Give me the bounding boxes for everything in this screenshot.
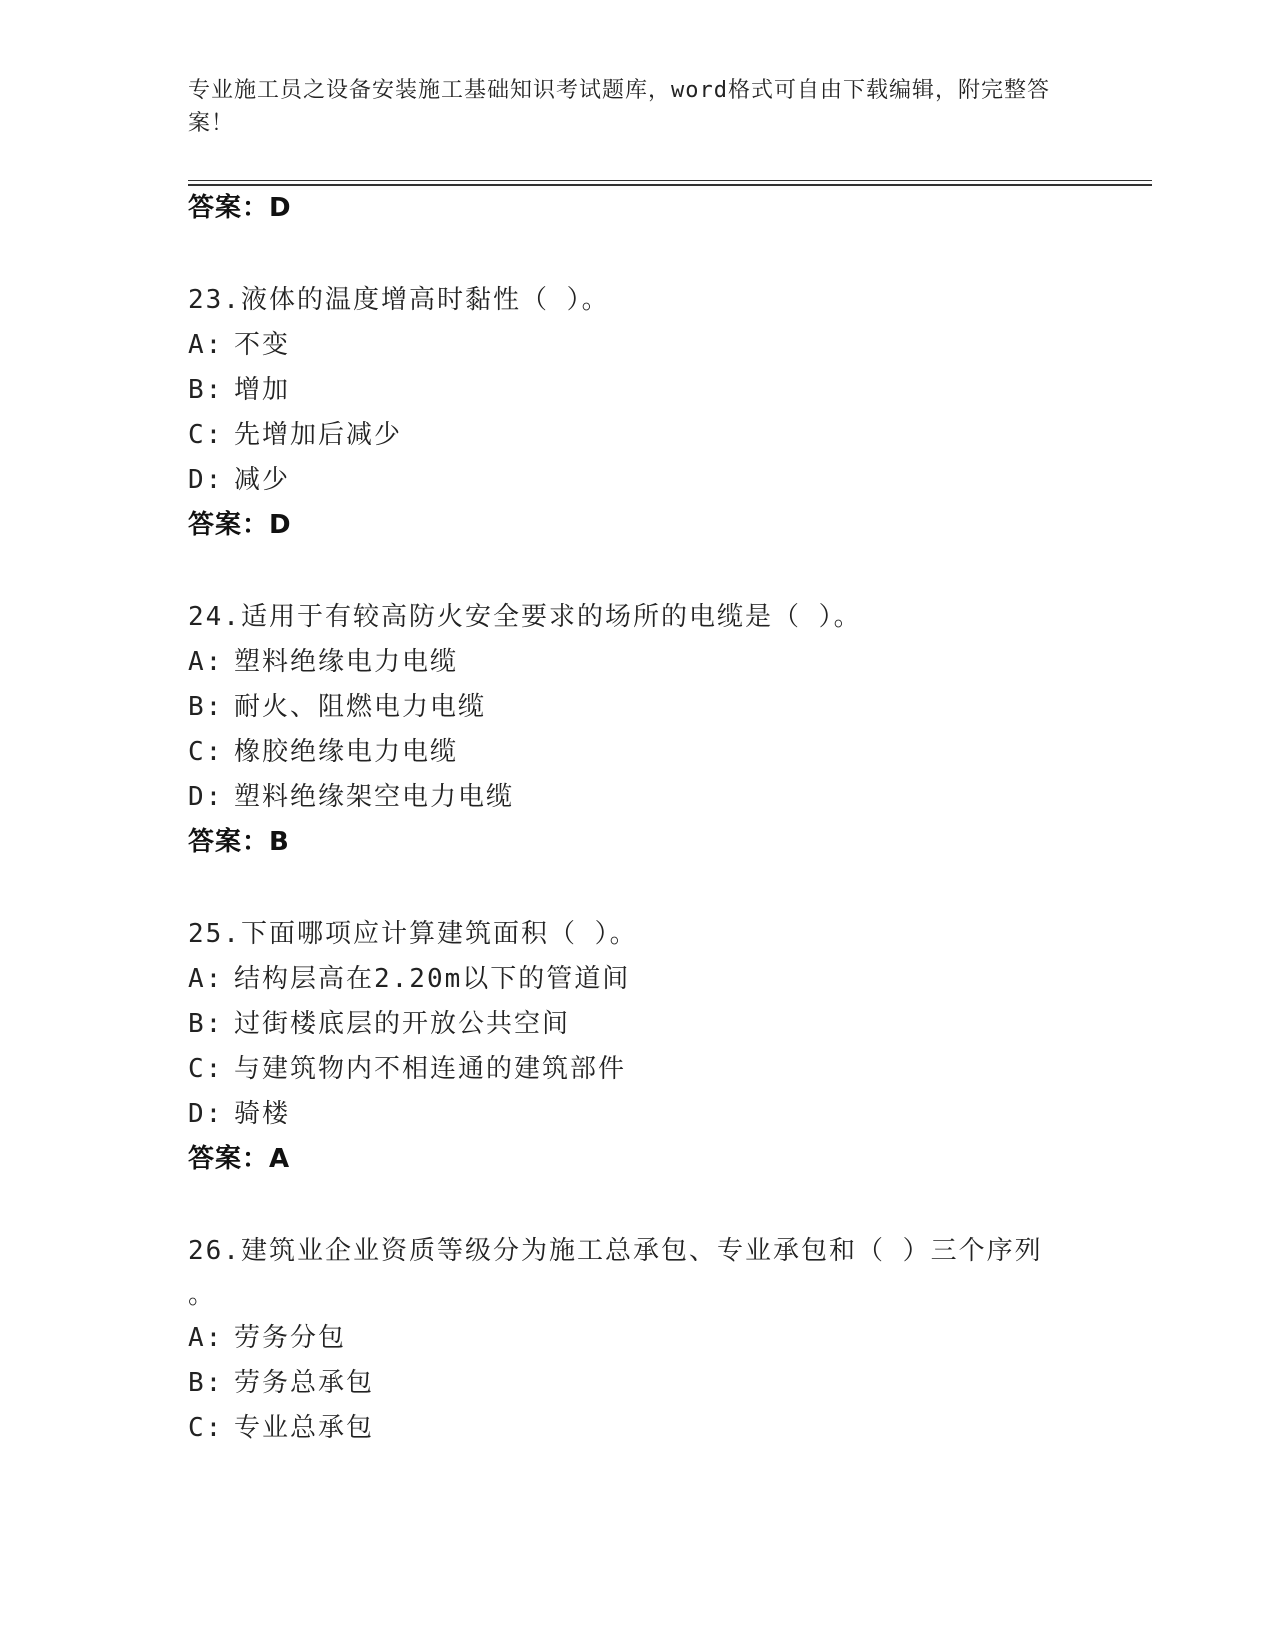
question-stem-continuation: 。: [188, 1280, 215, 1310]
answer-line: 答案：A: [188, 1144, 291, 1174]
option-text: 增加: [234, 375, 291, 405]
option-text: 过街楼底层的开放公共空间: [234, 1009, 571, 1039]
answer-line: 答案：D: [188, 510, 292, 540]
answer-line: 答案：B: [188, 827, 290, 857]
question-stem: 24.适用于有较高防火安全要求的场所的电缆是（ ）。: [188, 602, 862, 632]
answer-option: [188, 685, 1088, 730]
option-letter: B:: [188, 375, 224, 405]
option-letter: A:: [188, 964, 224, 994]
answer-option: [188, 1406, 1088, 1451]
option-text: 劳务总承包: [234, 1368, 375, 1398]
option-text: 耐火、阻燃电力电缆: [234, 692, 487, 722]
option-text: 骑楼: [234, 1099, 291, 1129]
option-text: 塑料绝缘电力电缆: [234, 647, 459, 677]
answer-option: [188, 368, 1088, 413]
answer-option: [188, 1361, 1088, 1406]
option-text: 减少: [234, 465, 291, 495]
question-spacer: [188, 1182, 1088, 1229]
option-text: 劳务分包: [234, 1323, 347, 1353]
option-letter: A:: [188, 330, 224, 360]
question-stem: 23.液体的温度增高时黏性（ ）。: [188, 285, 610, 315]
option-text: 专业总承包: [234, 1413, 375, 1443]
option-text: 结构层高在2.20m以下的管道间: [234, 964, 631, 994]
option-letter: A:: [188, 647, 224, 677]
question-spacer: [188, 231, 1088, 278]
option-letter: B:: [188, 1368, 224, 1398]
option-letter: D:: [188, 782, 224, 812]
question-stem: 26.建筑业企业资质等级分为施工总承包、专业承包和（ ）三个序列: [188, 1236, 1043, 1266]
option-text: 先增加后减少: [234, 420, 403, 450]
answer-option: [188, 730, 1088, 775]
option-letter: C:: [188, 1054, 224, 1084]
option-text: 橡胶绝缘电力电缆: [234, 737, 459, 767]
question-spacer: [188, 548, 1088, 595]
answer-option: [188, 458, 1088, 503]
option-text: 塑料绝缘架空电力电缆: [234, 782, 515, 812]
answer-option: [188, 957, 1088, 1002]
question-stem: 25.下面哪项应计算建筑面积（ ）。: [188, 919, 638, 949]
answer-option: [188, 775, 1088, 820]
option-text: 与建筑物内不相连通的建筑部件: [234, 1054, 627, 1084]
answer-line: 答案：D: [188, 193, 292, 223]
answer-option: [188, 640, 1088, 685]
option-text: 不变: [234, 330, 291, 360]
answer-option: [188, 1047, 1088, 1092]
answer-option: [188, 1092, 1088, 1137]
answer-option: [188, 1316, 1088, 1361]
option-letter: C:: [188, 737, 224, 767]
option-letter: D:: [188, 465, 224, 495]
option-letter: B:: [188, 692, 224, 722]
question-list: [188, 186, 1088, 1451]
option-letter: C:: [188, 420, 224, 450]
option-letter: D:: [188, 1099, 224, 1129]
answer-option: [188, 1002, 1088, 1047]
answer-option: [188, 413, 1088, 458]
answer-option: [188, 323, 1088, 368]
header-rule-thin: [188, 180, 1152, 181]
document-header: 专业施工员之设备安装施工基础知识考试题库，word格式可自由下载编辑，附完整答案！: [188, 78, 1050, 136]
option-letter: B:: [188, 1009, 224, 1039]
option-letter: C:: [188, 1413, 224, 1443]
question-spacer: [188, 865, 1088, 912]
option-letter: A:: [188, 1323, 224, 1353]
